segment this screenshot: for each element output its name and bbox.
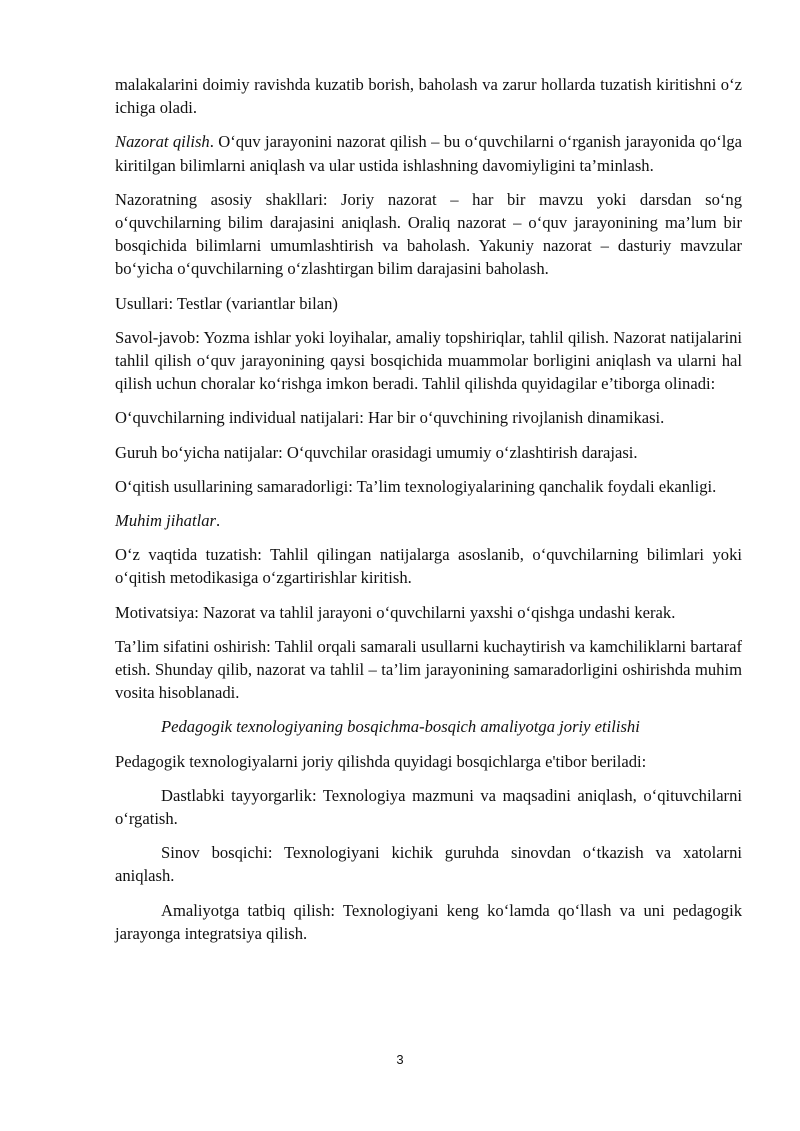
paragraph-methods: Usullari: Testlar (variantlar bilan) [115,293,338,313]
paragraph-continuation: malakalarini doimiy ravishda kuzatib borish, baholash va zarur hollarda tuzatish kiritishni o‘z ichiga oladi. [115,75,742,118]
paragraph-control-forms: Nazoratning asosiy shakllari: Joriy nazorat – har bir mavzu yoki darsdan so‘ng o‘quvchilarning bilim darajasini aniqlash. Oraliq nazorat – o‘quv jarayonining ma’lum bir bosqichida bilimlarni umumlashtirish va baholash. Yakuniy nazorat – dasturiy mavzular bo‘yicha o‘quvchilarning o‘zlashtirgan bilim darajasini baholash. [115,189,742,279]
italic-lead-term: Nazorat qilish [115,132,210,152]
paragraph-teaching-efficiency: O‘qitish usullarining samaradorligi: Ta’lim texnologiyalarining qanchalik foydali ekanligi. [115,476,717,496]
paragraph-step-testing: Sinov bosqichi: Texnologiyani kichik guruhda sinovdan o‘tkazish va xatolarni aniqlash. [115,843,742,886]
paragraph-step-preparation: Dastlabki tayyorgarlik: Texnologiya mazmuni va maqsadini aniqlash, o‘qituvchilarni o‘rgatish. [115,785,742,829]
page-content [115,73,742,956]
paragraph-nazorat-qilish: Nazorat qilish. O‘quv jarayonini nazorat qilish – bu o‘quvchilarni o‘rganish jarayonida qo‘lga kiritilgan bilimlarni aniqlash va ular ustida ishlashning davomiyligini ta’minlash. [115,132,743,175]
paragraph-timely-correction: O‘z vaqtida tuzatish: Tahlil qilingan natijalarga asoslanib, o‘quvchilarning bilimlari yoki o‘qitish metodikasiga o‘zgartirishlar kiritish. [115,545,742,588]
section-heading: Pedagogik texnologiyaning bosqichma-bosqich amaliyotga joriy etilishi [161,717,640,737]
paragraph-important-aspects: Muhim jihatlar. [115,511,221,531]
paragraph-quality-improvement: Ta’lim sifatini oshirish: Tahlil orqali samarali usullarni kuchaytirish va kamchiliklarni bartaraf etish. Shunday qilib, nazorat va tahlil – ta’lim jarayonining samaradorligini oshirishda muhim vosita hisoblanadi. [115,636,742,703]
paragraph-intro: Pedagogik texnologiyalarni joriy qilishda quyidagi bosqichlarga e'tibor beriladi: [115,751,647,771]
paragraph-individual-results: O‘quvchilarning individual natijalari: Har bir o‘quvchining rivojlanish dinamikasi. [115,408,665,428]
paragraph-group-results: Guruh bo‘yicha natijalar: O‘quvchilar orasidagi umumiy o‘zlashtirish darajasi. [115,442,638,462]
italic-lead-term: Muhim jihatlar [115,511,216,531]
paragraph-motivation: Motivatsiya: Nazorat va tahlil jarayoni o‘quvchilarni yaxshi o‘qishga undashi kerak. [115,602,676,622]
paragraph-question-answer: Savol-javob: Yozma ishlar yoki loyihalar, amaliy topshiriqlar, tahlil qilish. Nazorat natijalarini tahlil qilish o‘quv jarayonining qaysi bosqichida muammolar borligini aniqlash va ularni hal qilish uchun choralar ko‘rishga imkon beradi. Tahlil qilishda quyidagilar e’tiborga olinadi: [115,327,742,394]
paragraph-step-implementation: Amaliyotga tatbiq qilish: Texnologiyani keng ko‘lamda qo‘llash va uni pedagogik jarayonga integratsiya qilish. [115,900,742,943]
page-number: 3 [396,1052,404,1067]
